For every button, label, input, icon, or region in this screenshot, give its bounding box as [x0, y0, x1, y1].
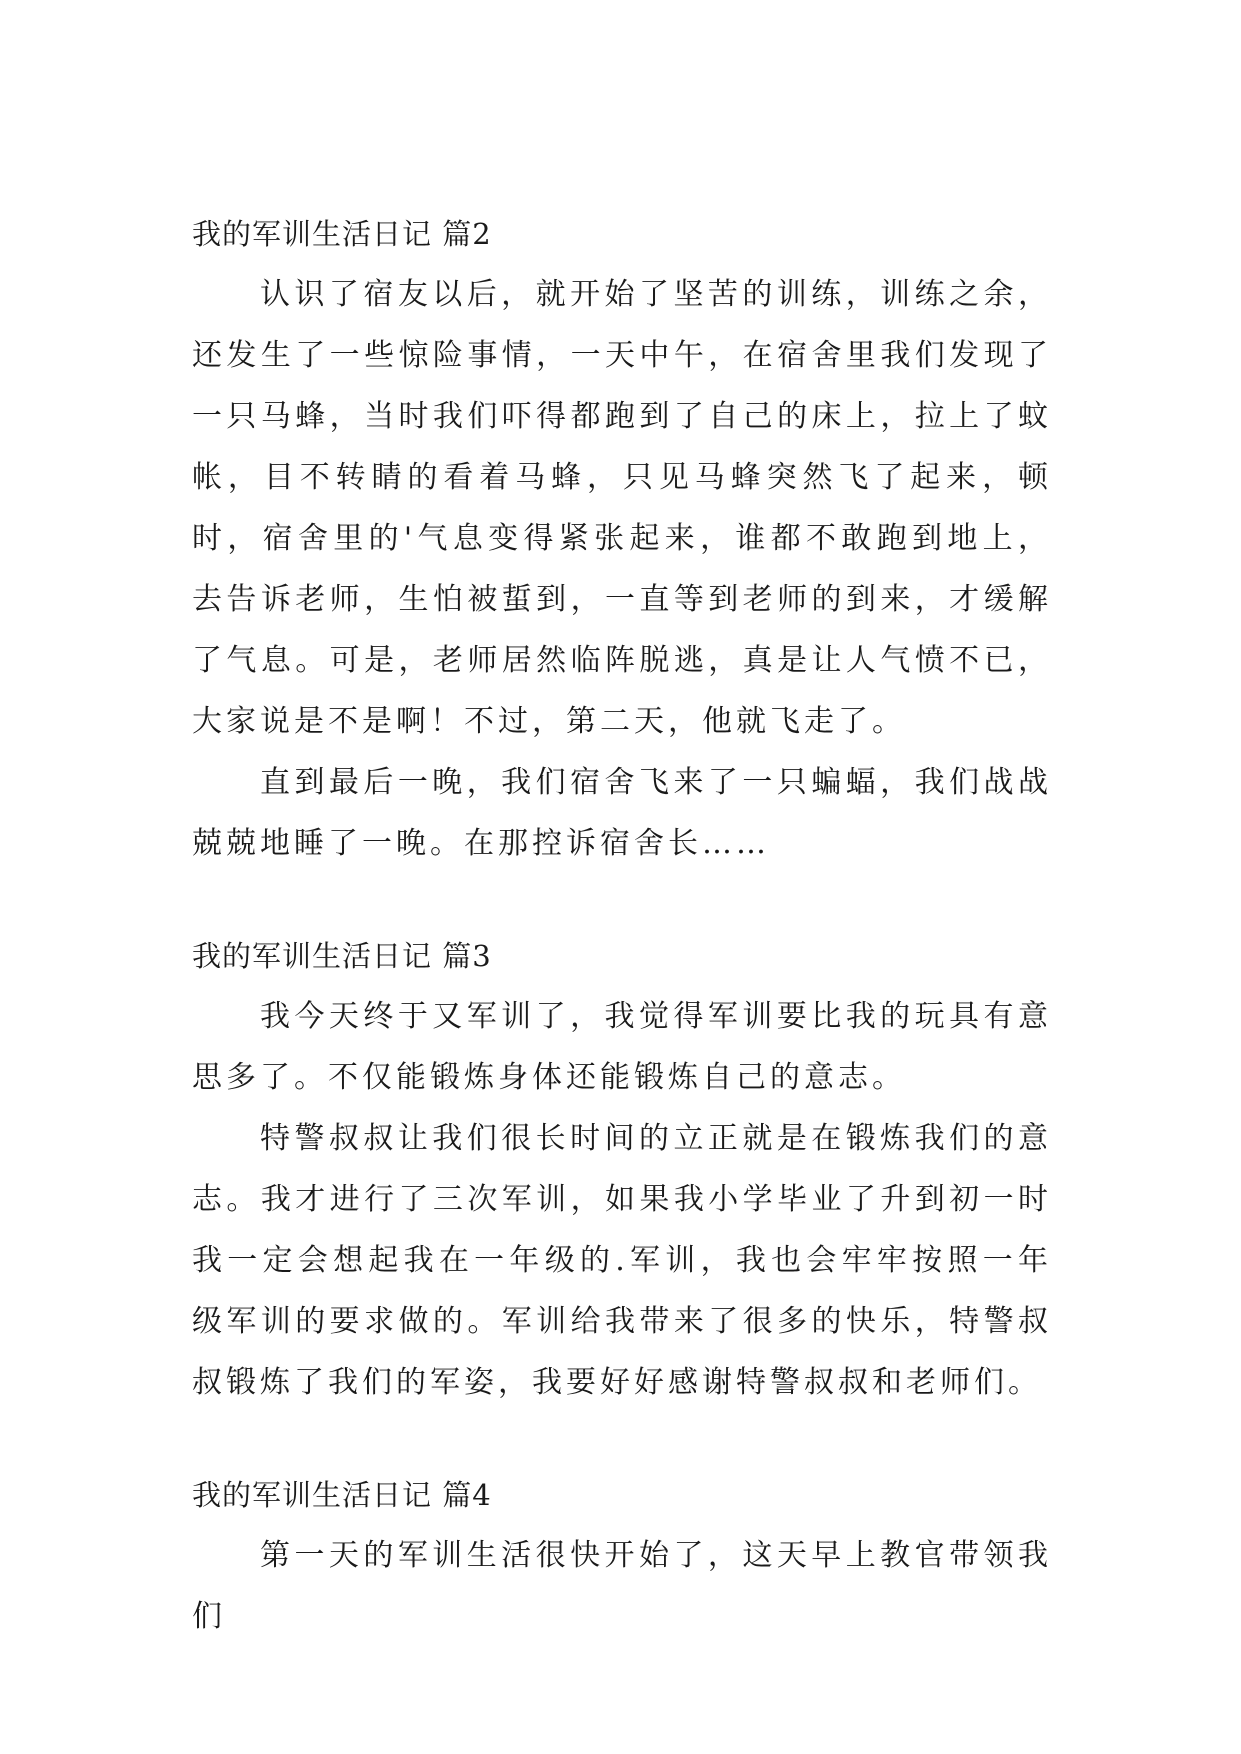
paragraph: 特警叔叔让我们很长时间的立正就是在锻炼我们的意志。我才进行了三次军训，如果我小学毕业了升到初一时我一定会想起我在一年级的.军训，我也会牢牢按照一年级军训的要求做的。军训给我带来了很多的快乐，特警叔叔锻炼了我们的军姿，我要好好感谢特警叔叔和老师们。 [192, 1121, 1052, 1400]
diary-section-2 [192, 212, 1052, 874]
document-body [192, 212, 1052, 1647]
paragraph: 我今天终于又军训了，我觉得军训要比我的玩具有意思多了。不仅能锻炼身体还能锻炼自己的意志。 [192, 999, 1052, 1095]
diary-section-3 [192, 934, 1052, 1413]
section-heading: 我的军训生活日记 篇4 [192, 1478, 492, 1512]
paragraph: 第一天的军训生活很快开始了，这天早上教官带领我们 [192, 1538, 1052, 1634]
section-heading: 我的军训生活日记 篇3 [192, 939, 492, 973]
paragraph: 认识了宿友以后，就开始了坚苦的训练，训练之余，还发生了一些惊险事情，一天中午，在宿舍里我们发现了一只马蜂，当时我们吓得都跑到了自己的床上，拉上了蚊帐，目不转睛的看着马蜂，只见马蜂突然飞了起来，顿时，宿舍里的'气息变得紧张起来，谁都不敢跑到地上，去告诉老师，生怕被蜇到，一直等到老师的到来，才缓解了气息。可是，老师居然临阵脱逃，真是让人气愤不已，大家说是不是啊！不过，第二天，他就飞走了。 [192, 277, 1052, 739]
section-heading: 我的军训生活日记 篇2 [192, 217, 492, 251]
diary-section-4 [192, 1473, 1052, 1647]
paragraph: 直到最后一晚，我们宿舍飞来了一只蝙蝠，我们战战兢兢地睡了一晚。在那控诉宿舍长…… [192, 765, 1052, 861]
